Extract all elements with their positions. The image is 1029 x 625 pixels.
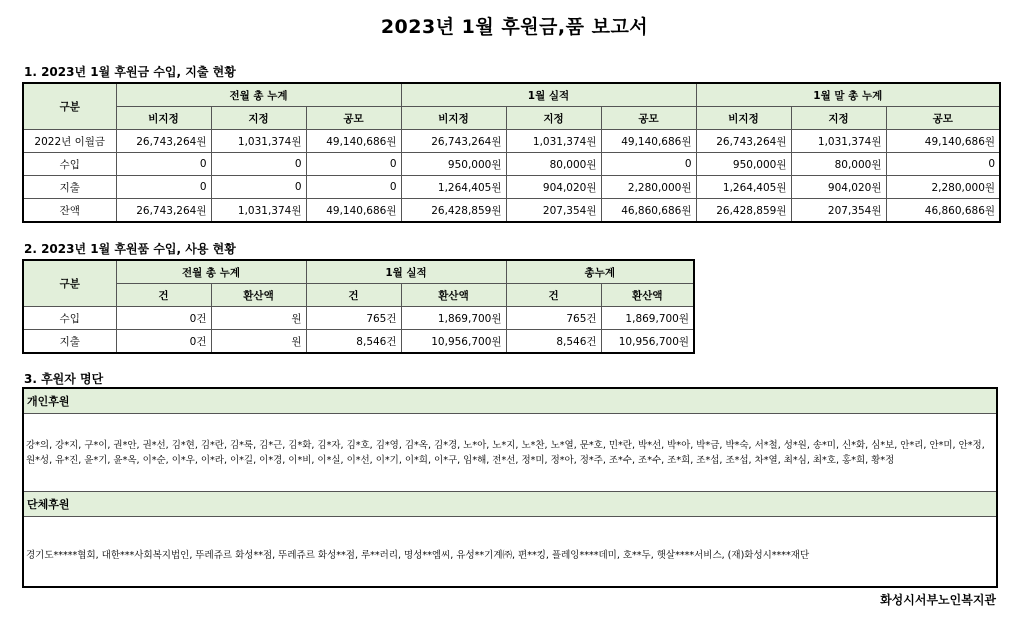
sub-header: 건: [306, 284, 401, 307]
table-row: [23, 307, 694, 330]
table-cell: 0: [886, 153, 1000, 176]
table-cell: 765건: [306, 307, 401, 330]
sub-header: 비지정: [116, 107, 211, 130]
table-cell: 0: [211, 176, 306, 199]
table-cell: 원: [211, 307, 306, 330]
table-cell: 1,031,374원: [211, 130, 306, 153]
sub-header: 건: [116, 284, 211, 307]
table-cell: 1,869,700원: [601, 307, 694, 330]
table-cell: 0: [306, 153, 401, 176]
table-cell: 26,428,859원: [696, 199, 791, 223]
table-cell: 26,743,264원: [401, 130, 506, 153]
group-donors-area: [24, 517, 996, 593]
table-cell: 10,956,700원: [601, 330, 694, 354]
group-header: 총누계: [506, 260, 694, 284]
group-header: 1월 실적: [306, 260, 506, 284]
table-cell: 950,000원: [401, 153, 506, 176]
organization-name: 화성시서부노인복지관: [880, 593, 996, 607]
group-donors-list: 경기도*****협회, 대한***사회복지법인, 뚜레쥬르 화성**점, 뚜레쥬르 화성**점, 루**러리, 명성**엠씨, 유성**기계㈜, 편**킹, 플레잉****데미, 호**두, 햇살****서비스, (재)화성시****재단: [26, 549, 810, 561]
table-cell: 0건: [116, 330, 211, 354]
table-cell: 904,020원: [791, 176, 886, 199]
sub-header: 공모: [601, 107, 696, 130]
table-cell: 10,956,700원: [401, 330, 506, 354]
section3-heading: 3. 후원자 명단: [24, 372, 104, 386]
table-cell: 0: [601, 153, 696, 176]
group-header: 1월 말 총 누계: [696, 83, 1000, 107]
row-label: 잔액: [23, 199, 116, 223]
sub-header: 지정: [506, 107, 601, 130]
table-cell: 8,546건: [506, 330, 601, 354]
group-header: 전월 총 누계: [116, 83, 401, 107]
table-cell: 26,743,264원: [696, 130, 791, 153]
table-cell: 49,140,686원: [886, 130, 1000, 153]
table-cell: 1,264,405원: [401, 176, 506, 199]
sub-header: 건: [506, 284, 601, 307]
table-cell: 207,354원: [506, 199, 601, 223]
sub-header: 환산액: [601, 284, 694, 307]
category-header: 구분: [23, 83, 116, 130]
table-cell: 26,743,264원: [116, 130, 211, 153]
sub-header: 지정: [211, 107, 306, 130]
table-cell: 80,000원: [791, 153, 886, 176]
table-cell: 2,280,000원: [601, 176, 696, 199]
donation-money-table: [22, 82, 1001, 223]
table-cell: 904,020원: [506, 176, 601, 199]
table-cell: 0: [116, 176, 211, 199]
table-cell: 원: [211, 330, 306, 354]
group-donors-header: 단체후원: [24, 491, 996, 517]
table-cell: 765건: [506, 307, 601, 330]
sub-header: 지정: [791, 107, 886, 130]
sub-header: 환산액: [211, 284, 306, 307]
table-cell: 49,140,686원: [601, 130, 696, 153]
sub-header: 비지정: [696, 107, 791, 130]
row-label: 2022년 이월금: [23, 130, 116, 153]
table-cell: 0건: [116, 307, 211, 330]
page-title: 2023년 1월 후원금,품 보고서: [380, 16, 649, 38]
section1-heading: 1. 2023년 1월 후원금 수입, 지출 현황: [24, 65, 236, 79]
table-cell: 26,428,859원: [401, 199, 506, 223]
table-cell: 1,869,700원: [401, 307, 506, 330]
sub-header: 환산액: [401, 284, 506, 307]
sub-header: 비지정: [401, 107, 506, 130]
individual-donors-header: 개인후원: [24, 389, 996, 414]
table-cell: 0: [306, 176, 401, 199]
table-row: [23, 330, 694, 354]
section2-heading: 2. 2023년 1월 후원품 수입, 사용 현황: [24, 242, 236, 256]
group-header: 1월 실적: [401, 83, 696, 107]
table-cell: 1,031,374원: [791, 130, 886, 153]
table-row: [23, 176, 1000, 199]
table-cell: 1,031,374원: [506, 130, 601, 153]
table-cell: 950,000원: [696, 153, 791, 176]
table-cell: 207,354원: [791, 199, 886, 223]
table-row: [23, 130, 1000, 153]
group-header: 전월 총 누계: [116, 260, 306, 284]
table-cell: 1,264,405원: [696, 176, 791, 199]
table-cell: 46,860,686원: [601, 199, 696, 223]
table-cell: 46,860,686원: [886, 199, 1000, 223]
individual-donors-list: 강*의, 강*지, 구*이, 권*안, 권*선, 김*현, 김*란, 김*룩, 김*근, 김*화, 김*자, 김*호, 김*영, 김*옥, 김*경, 노*아, 노*지, 노*찬, 노*열, 문*호, 민*란, 박*선, 박*아, 박*금, 박*숙, 서*철, 성*원, 송*미, 신*화, 심*보, 안*리, 안*미, 안*정, 원*성, 유*진, 윤*기, 윤*옥, 이*순, 이*우, 이*라, 이*길, 이*경, 이*비, 이*실, 이*선, 이*기, 이*희, 이*구, 임*해, 전*선, 정*미, 정*아, 정*주, 조*수, 조*수, 조*희, 조*섭, 조*섭, 차*열, 최*심, 최*호, 홍*희, 황*정: [26, 439, 985, 466]
donor-list: [22, 387, 998, 588]
table-row: [23, 153, 1000, 176]
table-cell: 0: [211, 153, 306, 176]
row-label: 수입: [23, 307, 116, 330]
donation-goods-table: [22, 259, 695, 354]
table-cell: 80,000원: [506, 153, 601, 176]
table-cell: 2,280,000원: [886, 176, 1000, 199]
table-cell: 49,140,686원: [306, 130, 401, 153]
sub-header: 공모: [886, 107, 1000, 130]
sub-header: 공모: [306, 107, 401, 130]
table-cell: 8,546건: [306, 330, 401, 354]
table-cell: 49,140,686원: [306, 199, 401, 223]
row-label: 지출: [23, 330, 116, 354]
table-cell: 0: [116, 153, 211, 176]
table-cell: 1,031,374원: [211, 199, 306, 223]
category-header: 구분: [23, 260, 116, 307]
row-label: 지출: [23, 176, 116, 199]
table-cell: 26,743,264원: [116, 199, 211, 223]
table-row: [23, 199, 1000, 223]
individual-donors-area: [24, 414, 996, 491]
row-label: 수입: [23, 153, 116, 176]
